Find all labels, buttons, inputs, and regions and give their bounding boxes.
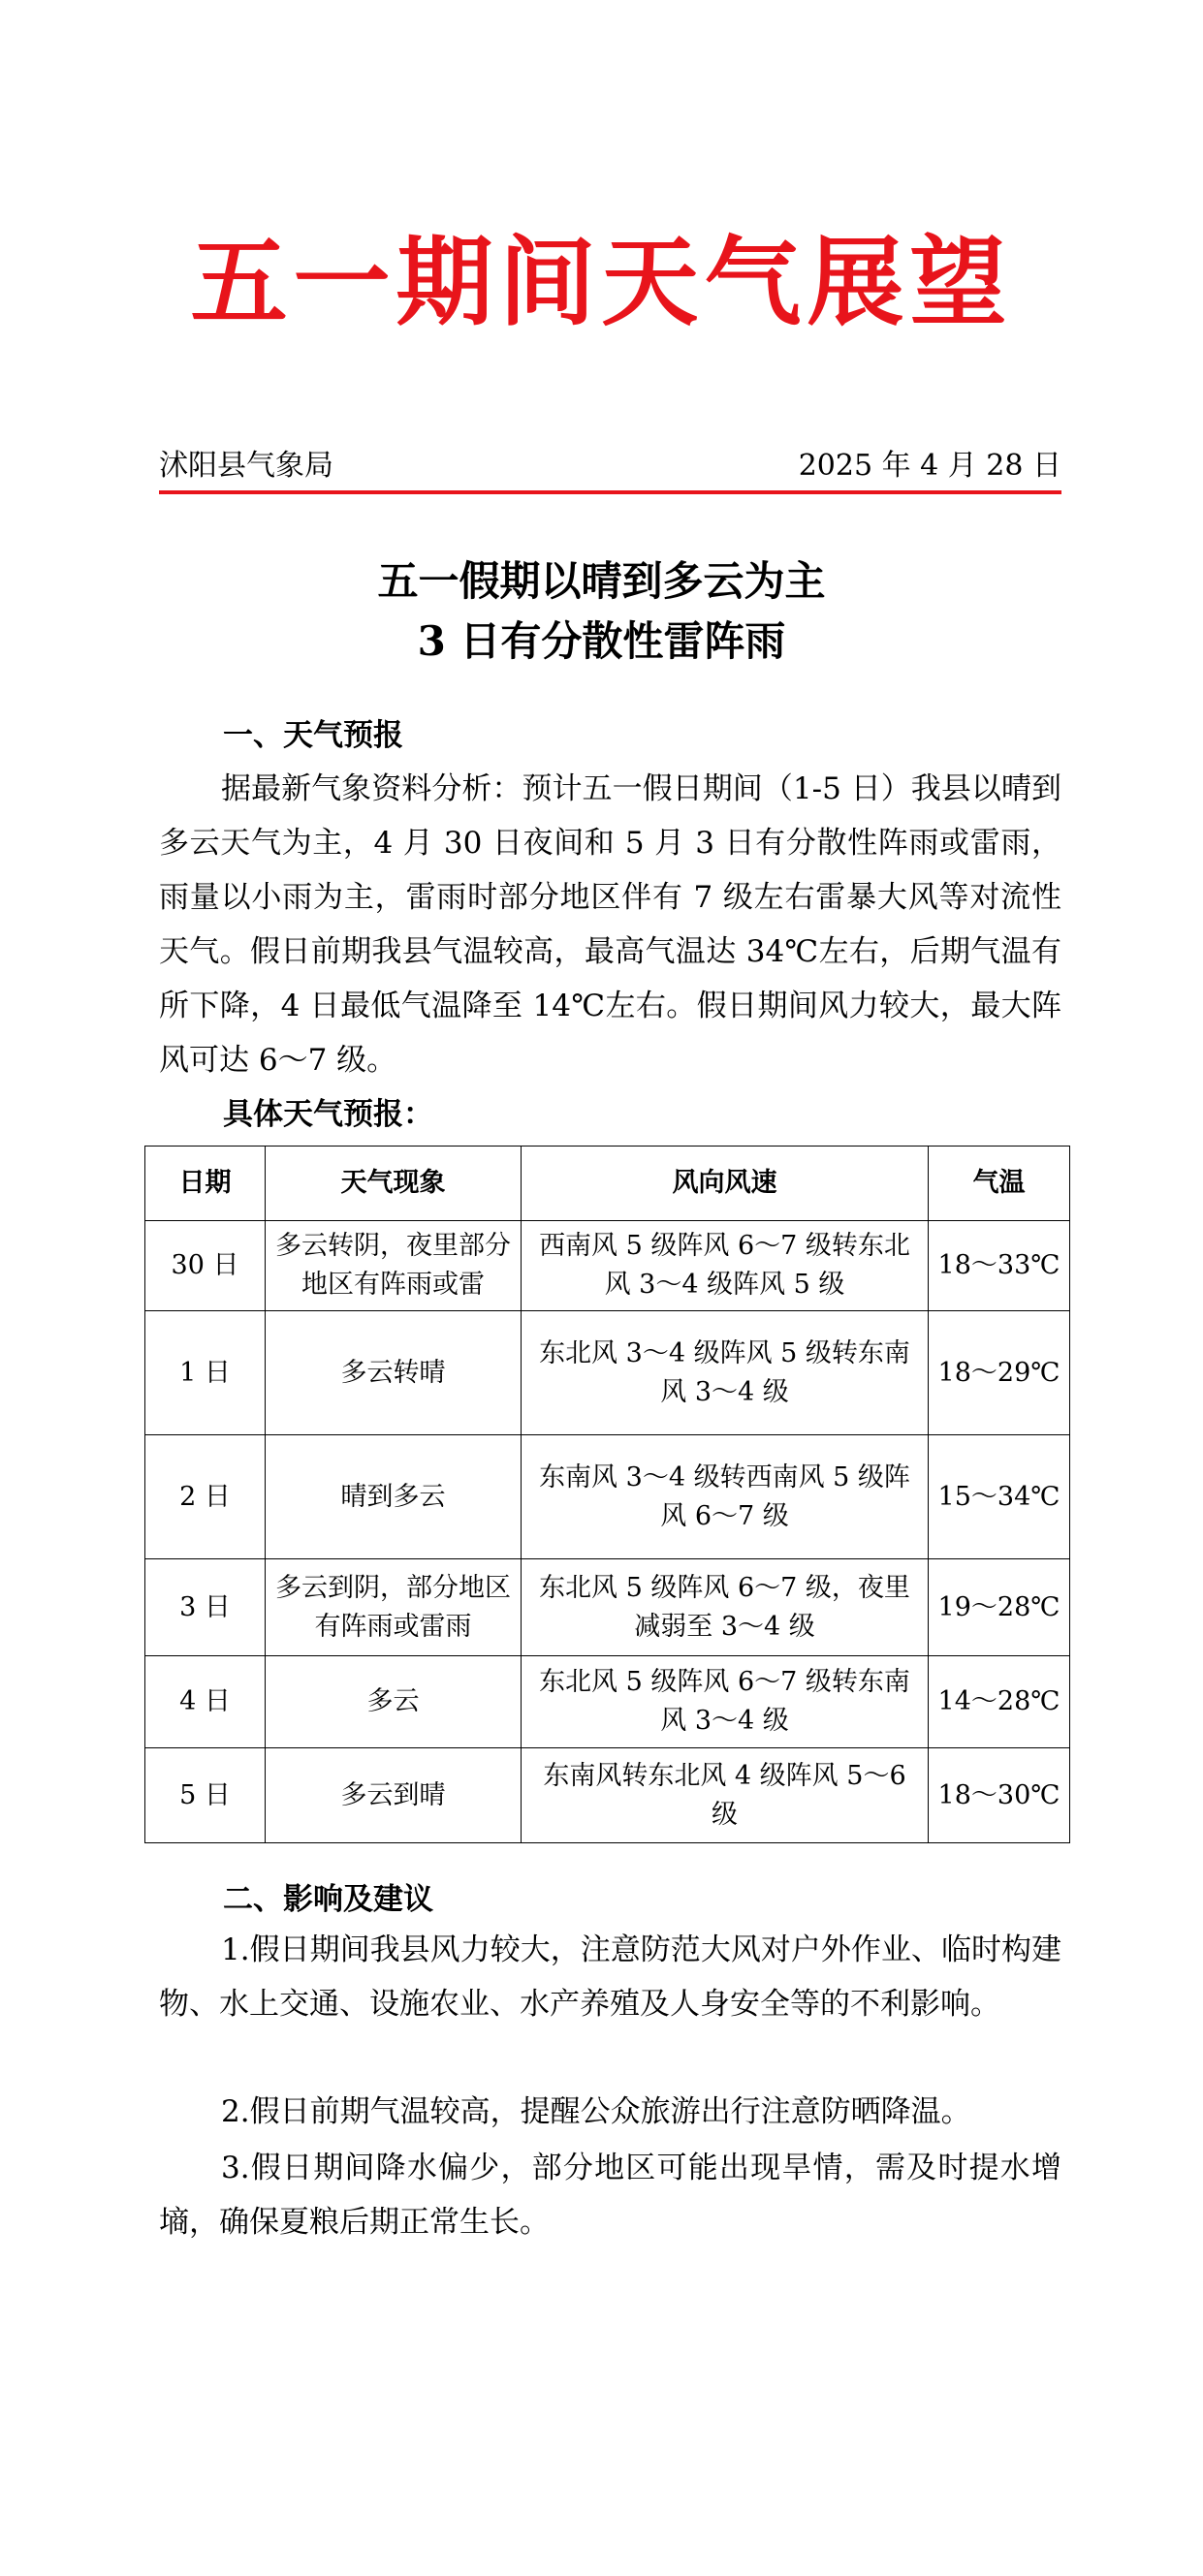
advice-item-1: 1.假日期间我县风力较大，注意防范大风对户外作业、临时构建物、水上交通、设施农业、水产养殖及人身安全等的不利影响。 [159, 1932, 1061, 2022]
cell-wind: 东北风 5 级阵风 6～7 级转东南风 3～4 级 [522, 1656, 929, 1748]
page-title: 五一期间天气展望 [190, 226, 1013, 339]
cell-temp: 14～28℃ [929, 1656, 1070, 1748]
header-red-rule [159, 490, 1061, 494]
cell-weather: 晴到多云 [266, 1435, 522, 1559]
header-temp: 气温 [929, 1147, 1070, 1221]
cell-date: 3 日 [145, 1559, 266, 1656]
cell-weather: 多云到晴 [266, 1748, 522, 1843]
table-row [145, 1656, 1070, 1748]
table-header-row [145, 1147, 1070, 1221]
forecast-table [144, 1146, 1070, 1843]
cell-temp: 18～30℃ [929, 1748, 1070, 1843]
cell-wind: 西南风 5 级阵风 6～7 级转东北风 3～4 级阵风 5 级 [522, 1221, 929, 1311]
issuer-row [159, 441, 1061, 489]
issue-date: 2025 年 4 月 28 日 [798, 449, 1061, 483]
cell-date: 5 日 [145, 1748, 266, 1843]
table-row [145, 1311, 1070, 1435]
section-heading-advice: 二、影响及建议 [223, 1882, 433, 1917]
cell-temp: 18～33℃ [929, 1221, 1070, 1311]
cell-temp: 19～28℃ [929, 1559, 1070, 1656]
cell-weather: 多云到阴，部分地区有阵雨或雷雨 [266, 1559, 522, 1656]
header-weather: 天气现象 [266, 1147, 522, 1221]
table-caption: 具体天气预报： [223, 1097, 433, 1132]
table-row [145, 1748, 1070, 1843]
cell-wind: 东南风转东北风 4 级阵风 5～6 级 [522, 1748, 929, 1843]
advice-item-2: 2.假日前期气温较高，提醒公众旅游出行注意防晒降温。 [221, 2094, 971, 2129]
cell-date: 4 日 [145, 1656, 266, 1748]
cell-date: 30 日 [145, 1221, 266, 1311]
table-row [145, 1559, 1070, 1656]
cell-date: 2 日 [145, 1435, 266, 1559]
issuer-name: 沭阳县气象局 [159, 449, 333, 483]
cell-temp: 15～34℃ [929, 1435, 1070, 1559]
cell-wind: 东北风 3～4 级阵风 5 级转东南风 3～4 级 [522, 1311, 929, 1435]
section-heading-forecast: 一、天气预报 [223, 718, 403, 753]
cell-weather: 多云 [266, 1656, 522, 1748]
headline-line-1: 五一假期以晴到多云为主 [377, 557, 826, 605]
advice-item-3: 3.假日期间降水偏少，部分地区可能出现旱情，需及时提水增墒，确保夏粮后期正常生长。 [159, 2151, 1061, 2240]
header-wind: 风向风速 [522, 1147, 929, 1221]
headline-line-2: 3 日有分散性雷阵雨 [417, 617, 786, 665]
cell-temp: 18～29℃ [929, 1311, 1070, 1435]
table-row [145, 1221, 1070, 1311]
cell-wind: 东南风 3～4 级转西南风 5 级阵风 6～7 级 [522, 1435, 929, 1559]
cell-wind: 东北风 5 级阵风 6～7 级，夜里减弱至 3～4 级 [522, 1559, 929, 1656]
forecast-paragraph: 据最新气象资料分析：预计五一假日期间（1-5 日）我县以晴到多云天气为主，4 月 30 日夜间和 5 月 3 日有分散性阵雨或雷雨，雨量以小雨为主，雷雨时部分地区伴有 7 级左右雷暴大风等对流性天气。假日前期我县气温较高，最高气温达 34℃左右，后期气温有所下降，4 日最低气温降至 14℃左右。假日期间风力较大，最大阵风可达 6～7 级。 [159, 771, 1061, 1078]
cell-weather: 多云转阴，夜里部分地区有阵雨或雷 [266, 1221, 522, 1311]
table-row [145, 1435, 1070, 1559]
header-date: 日期 [145, 1147, 266, 1221]
cell-weather: 多云转晴 [266, 1311, 522, 1435]
cell-date: 1 日 [145, 1311, 266, 1435]
